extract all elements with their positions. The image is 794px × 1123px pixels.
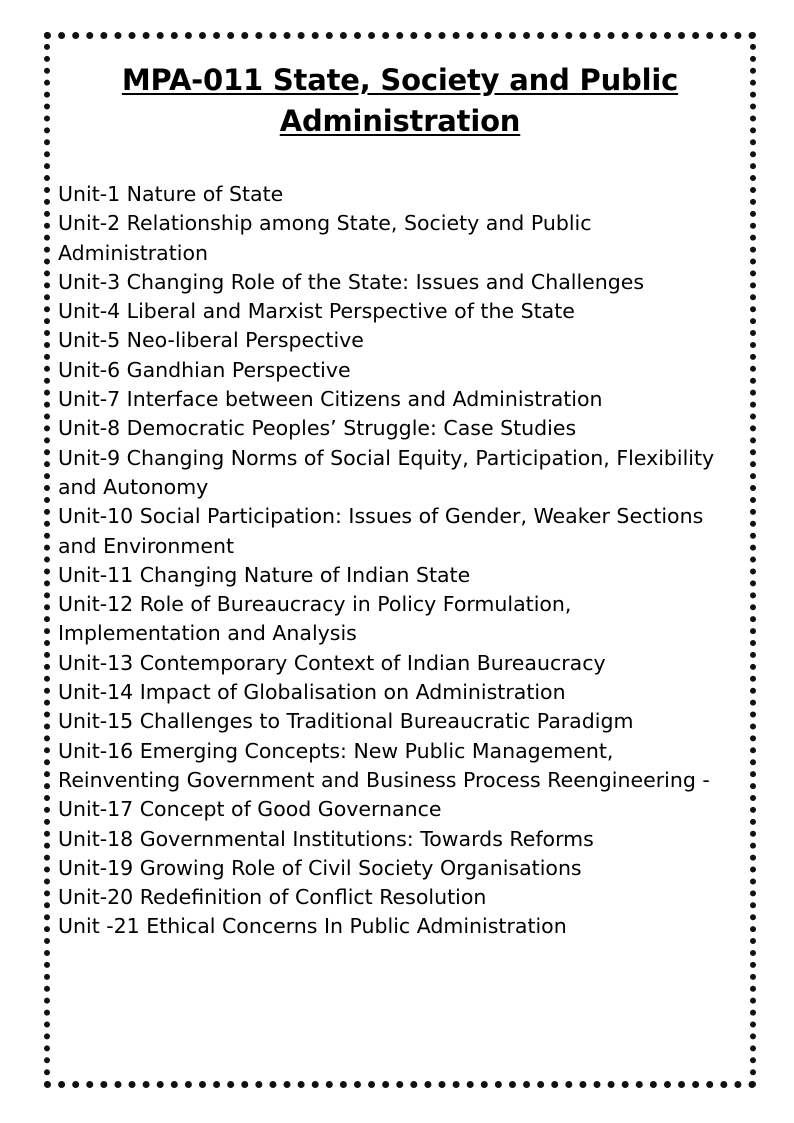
list-item: Unit-17 Concept of Good Governance — [58, 797, 442, 822]
list-item: Unit-10 Social Participation: Issues of Gender, Weaker Sections and Environment — [58, 504, 704, 558]
list-item: Unit-18 Governmental Institutions: Towards Reforms — [58, 826, 594, 851]
list-item: Unit-12 Role of Bureaucracy in Policy Formulation, Implementation and Analysis — [58, 592, 572, 646]
list-item: Unit-8 Democratic Peoples’ Struggle: Case Studies — [58, 416, 577, 441]
page-title: MPA-011 State, Society and Public Administration — [121, 63, 679, 138]
list-item: Unit-3 Changing Role of the State: Issues and Challenges — [58, 269, 645, 294]
list-item: Unit-6 Gandhian Perspective — [58, 357, 351, 382]
list-item: Unit-9 Changing Norms of Social Equity, Participation, Flexibility and Autonomy — [58, 445, 715, 499]
list-item: Unit-4 Liberal and Marxist Perspective of the State — [58, 299, 575, 324]
list-item: Unit-15 Challenges to Traditional Bureaucratic Paradigm — [58, 709, 634, 734]
list-item: Unit-20 Redefinition of Conflict Resolution — [58, 885, 487, 910]
list-item: Unit-11 Changing Nature of Indian State — [58, 562, 471, 587]
list-item: Unit-14 Impact of Globalisation on Administration — [58, 680, 566, 705]
document-content — [54, 46, 746, 1074]
unit-list — [58, 180, 742, 942]
list-item: Unit-7 Interface between Citizens and Administration — [58, 387, 603, 412]
list-item: Unit-1 Nature of State — [58, 182, 284, 206]
list-item: Unit-2 Relationship among State, Society and Public Administration — [58, 211, 592, 265]
list-item: Unit-5 Neo-liberal Perspective — [58, 328, 364, 353]
list-item: Unit-16 Emerging Concepts: New Public Management, Reinventing Government and Business Process Reengineering - — [58, 738, 710, 792]
list-item: Unit-19 Growing Role of Civil Society Organisations — [58, 855, 582, 880]
list-item: Unit-13 Contemporary Context of Indian Bureaucracy — [58, 650, 606, 675]
list-item: Unit -21 Ethical Concerns In Public Administration — [58, 914, 567, 939]
